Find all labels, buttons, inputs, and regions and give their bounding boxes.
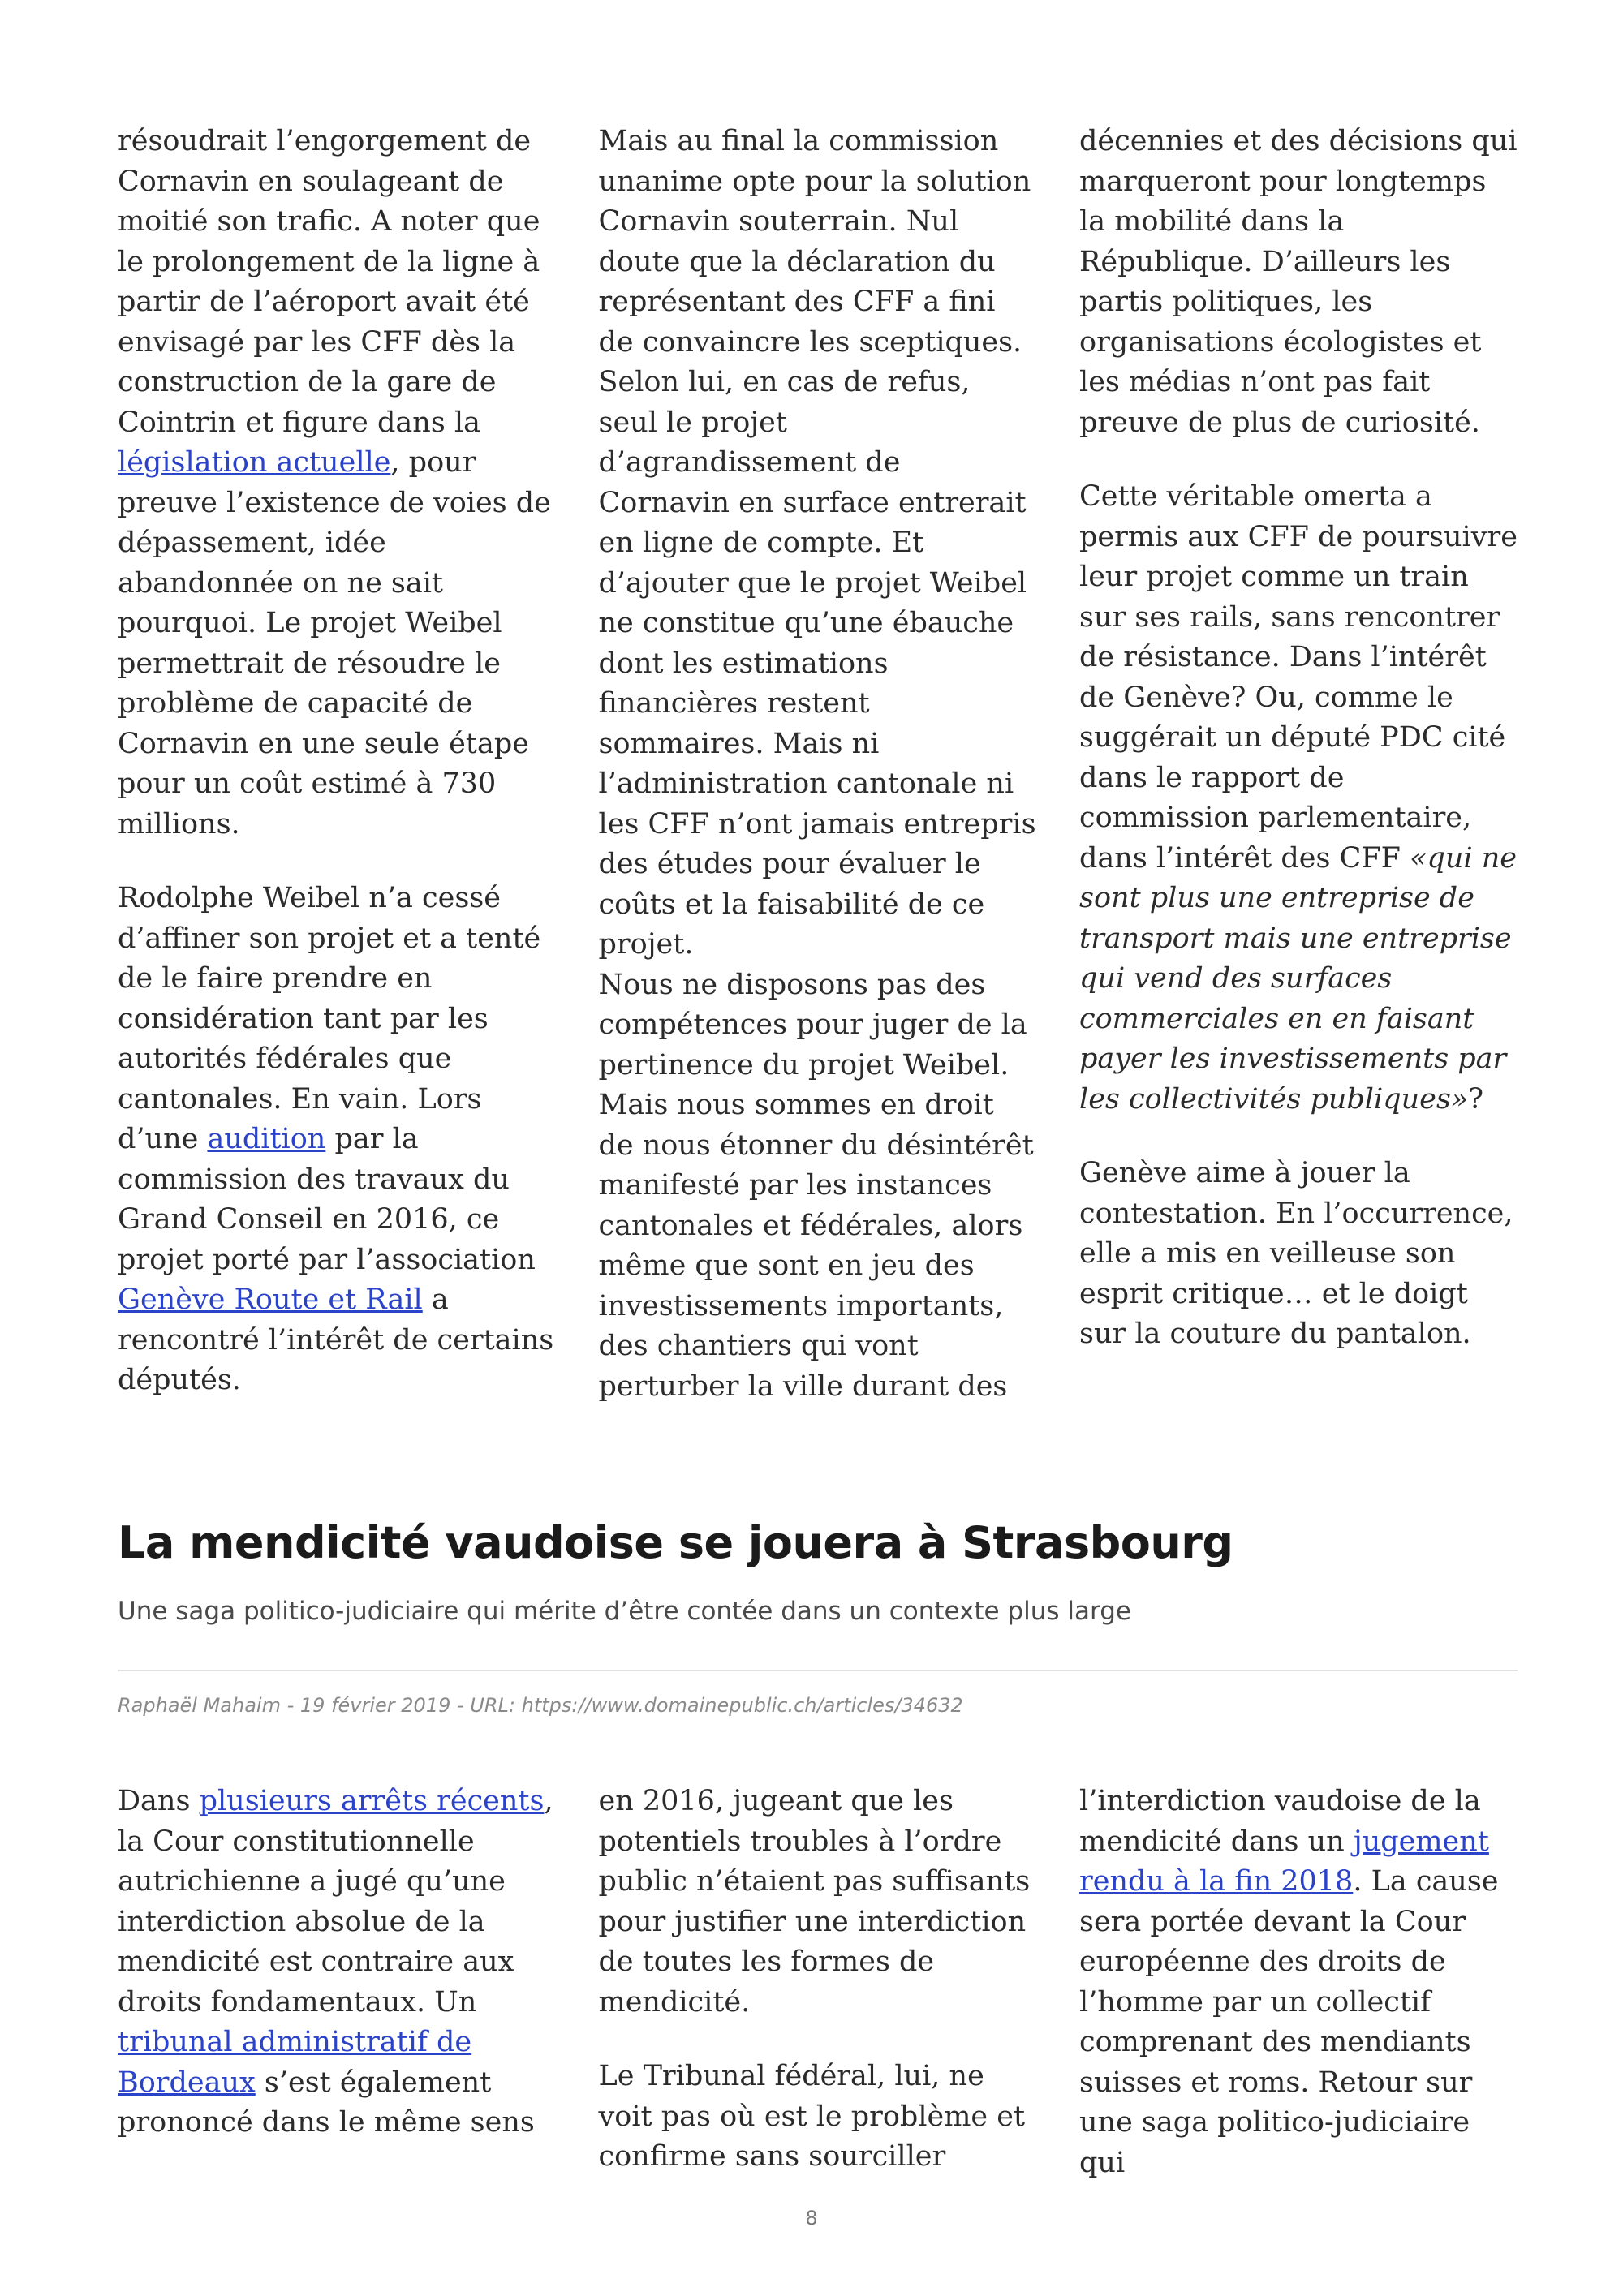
paragraph: décennies et des décisions qui marqueront pour longtemps la mobilité dans la République. D’ailleurs les partis politiques, les organisations écologistes et les médias n’ont pas fait preuve de plus de curiosité. [1079,125,1518,439]
arrets-recents-link[interactable]: plusieurs arrêts récents [199,1785,545,1817]
divider [118,1670,1518,1671]
column-1 [118,122,556,1441]
article-subtitle: Une saga politico-judiciaire qui mérite d’être contée dans un contexte plus large [118,1597,1131,1626]
paragraph: en 2016, jugeant que les potentiels troubles à l’ordre public n’étaient pas suffisants pour justifier une interdiction de toutes les formes de mendicité. [598,1785,1031,2019]
paragraph: résoudrait l’engorgement de Cornavin en soulageant de moitié son trafic. A noter que le prolongement de la ligne à partir de l’aéroport avait été envisagé par les CFF dès la construction de la gare de Cointrin et figure dans la législation actuelle, pour preuve l’existence de voies de dépassement, idée abandonnée on ne sait pourquoi. Le projet Weibel permettrait de résoudre le problème de capacité de Cornavin en une seule étape pour un coût estimé à 730 millions. [118,125,551,841]
jugement-link[interactable]: jugement rendu à la fin 2018 [1079,1825,1489,1898]
quote: «qui ne sont plus une entreprise de transport mais une entreprise qui vend des surfaces commerciales en en faisant payer les investissements par les collectivités publiques» [1079,841,1517,1116]
paragraph: Le Tribunal fédéral, lui, ne voit pas où est le problème et confirme sans sourciller [598,2060,1026,2173]
article-columns [118,1782,1518,2217]
paragraph: Rodolphe Weibel n’a cessé d’affiner son projet et a tenté de le faire prendre en considération tant par les autorités fédérales que cantonales. En vain. Lors d’une audition par la commission des travaux du Grand Conseil en 2016, ce projet porté par l’association Genève Route et Rail a rencontré l’intérêt de certains députés. [118,882,554,1396]
paragraph: Nous ne disposons pas des compétences pour juger de la pertinence du projet Weibel. Mais nous sommes en droit de nous étonner du désintérêt manifesté par les instances cantonales et fédérales, alors même que sont en jeu des investissements importants, des chantiers qui vont perturber la ville durant des [598,968,1034,1403]
page-number: 8 [805,2207,818,2229]
legislation-link[interactable]: législation actuelle [118,446,391,479]
audition-link[interactable]: audition [207,1123,326,1155]
paragraph: Dans plusieurs arrêts récents, la Cour constitutionnelle autrichienne a jugé qu’une interdiction absolue de la mendicité est contraire aux droits fondamentaux. Un tribunal administratif de Bordeaux s’est également prononcé dans le même sens [118,1785,553,2139]
paragraph: Cette véritable omerta a permis aux CFF de poursuivre leur projet comme un train sur ses rails, sans rencontrer de résistance. Dans l’intérêt de Genève? Ou, comme le suggérait un député PDC cité dans le rapport de commission parlementaire, dans l’intérêt des CFF «qui ne sont plus une entreprise de transport mais une entreprise qui vend des surfaces commerciales en en faisant payer les investissements par les collectivités publiques»? [1079,480,1518,1116]
column-3 [1079,122,1518,1441]
paragraph: l’interdiction vaudoise de la mendicité dans un jugement rendu à la fin 2018. La cause sera portée devant la Cour européenne des droits de l’homme par un collectif comprenant des mendiants suisses et roms. Retour sur une saga politico-judiciaire qui [1079,1785,1499,2179]
paragraph: Genève aime à jouer la contestation. En l’occurrence, elle a mis en veilleuse son esprit critique… et le doigt sur la couture du pantalon. [1079,1157,1513,1350]
article-title: La mendicité vaudoise se jouera à Strasbourg [118,1517,1233,1568]
column-2 [599,122,1037,1441]
column-2 [599,1782,1037,2217]
column-1 [118,1782,556,2217]
geneve-route-rail-link[interactable]: Genève Route et Rail [118,1283,423,1316]
article-byline: Raphaël Mahaim - 19 février 2019 - URL: https://www.domainepublic.ch/articles/34632 [118,1694,963,1717]
prev-article-columns [118,122,1518,1441]
column-3 [1079,1782,1518,2217]
tribunal-bordeaux-link[interactable]: tribunal administratif de Bordeaux [118,2026,472,2099]
paragraph: Mais au final la commission unanime opte pour la solution Cornavin souterrain. Nul doute que la déclaration du représentant des CFF a fini de convaincre les sceptiques. Selon lui, en cas de refus, seul le projet d’agrandissement de Cornavin en surface entrerait en ligne de compte. Et d’ajouter que le projet Weibel ne constitue qu’une ébauche dont les estimations financières restent sommaires. Mais ni l’administration cantonale ni les CFF n’ont jamais entrepris des études pour évaluer le coûts et la faisabilité de ce projet. [598,125,1036,961]
